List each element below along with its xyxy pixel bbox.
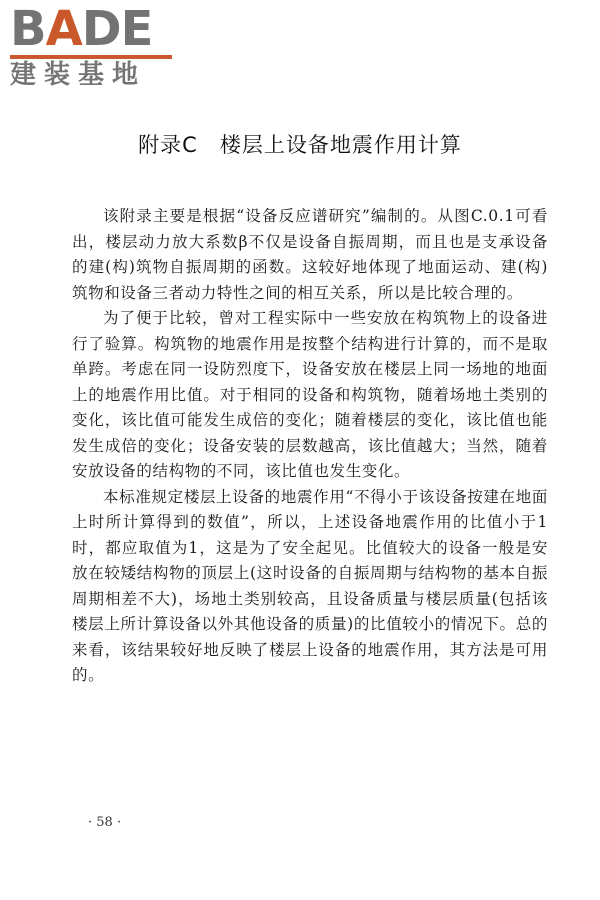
paragraph-1: 该附录主要是根据“设备反应谱研究”编制的。从图C.0.1可看出，楼层动力放大系数β不仅是设备自振周期，而且也是支承设备的建(构)筑物自振周期的函数。这较好地体现了地面运动、建(构)筑物和设备三者动力特性之间的相互关系，所以是比较合理的。 (72, 207, 548, 302)
paragraph-3: 本标准规定楼层上设备的地震作用“不得小于该设备按建在地面上时所计算得到的数值”，所以，上述设备地震作用的比值小于1时，都应取值为1，这是为了安全起见。比值较大的设备一般是安放在较矮结构物的顶层上(这时设备的自振周期与结构物的基本自振周期相差不大)，场地土类别较高，且设备质量与楼层质量(包括该楼层上所计算设备以外其他设备的质量)的比值较小的情况下。总的来看，该结果较好地反映了楼层上设备的地震作用，其方法是可用的。 (72, 487, 548, 684)
page-number: · 58 · (88, 815, 122, 830)
body-text (72, 204, 548, 689)
bade-logo (10, 1, 175, 91)
appendix-title: 附录C 楼层上设备地震作用计算 (138, 133, 462, 157)
logo-wordmark (10, 1, 175, 57)
logo-subtitle: 建装基地 (10, 60, 147, 90)
logo-letters-de: DE (81, 1, 153, 57)
logo-letter-b: B (10, 1, 46, 57)
logo-letter-a: A (45, 1, 82, 57)
paragraph-2: 为了便于比较，曾对工程实际中一些安放在构筑物上的设备进行了验算。构筑物的地震作用是按整个结构进行计算的，而不是取单跨。考虑在同一设防烈度下，设备安放在楼层上同一场地的地面上的地震作用比值。对于相同的设备和构筑物，随着场地土类别的变化，该比值可能发生成倍的变化；随着楼层的变化，该比值也能发生成倍的变化；设备安装的层数越高，该比值越大；当然，随着安放设备的结构物的不同，该比值也发生变化。 (72, 309, 548, 480)
